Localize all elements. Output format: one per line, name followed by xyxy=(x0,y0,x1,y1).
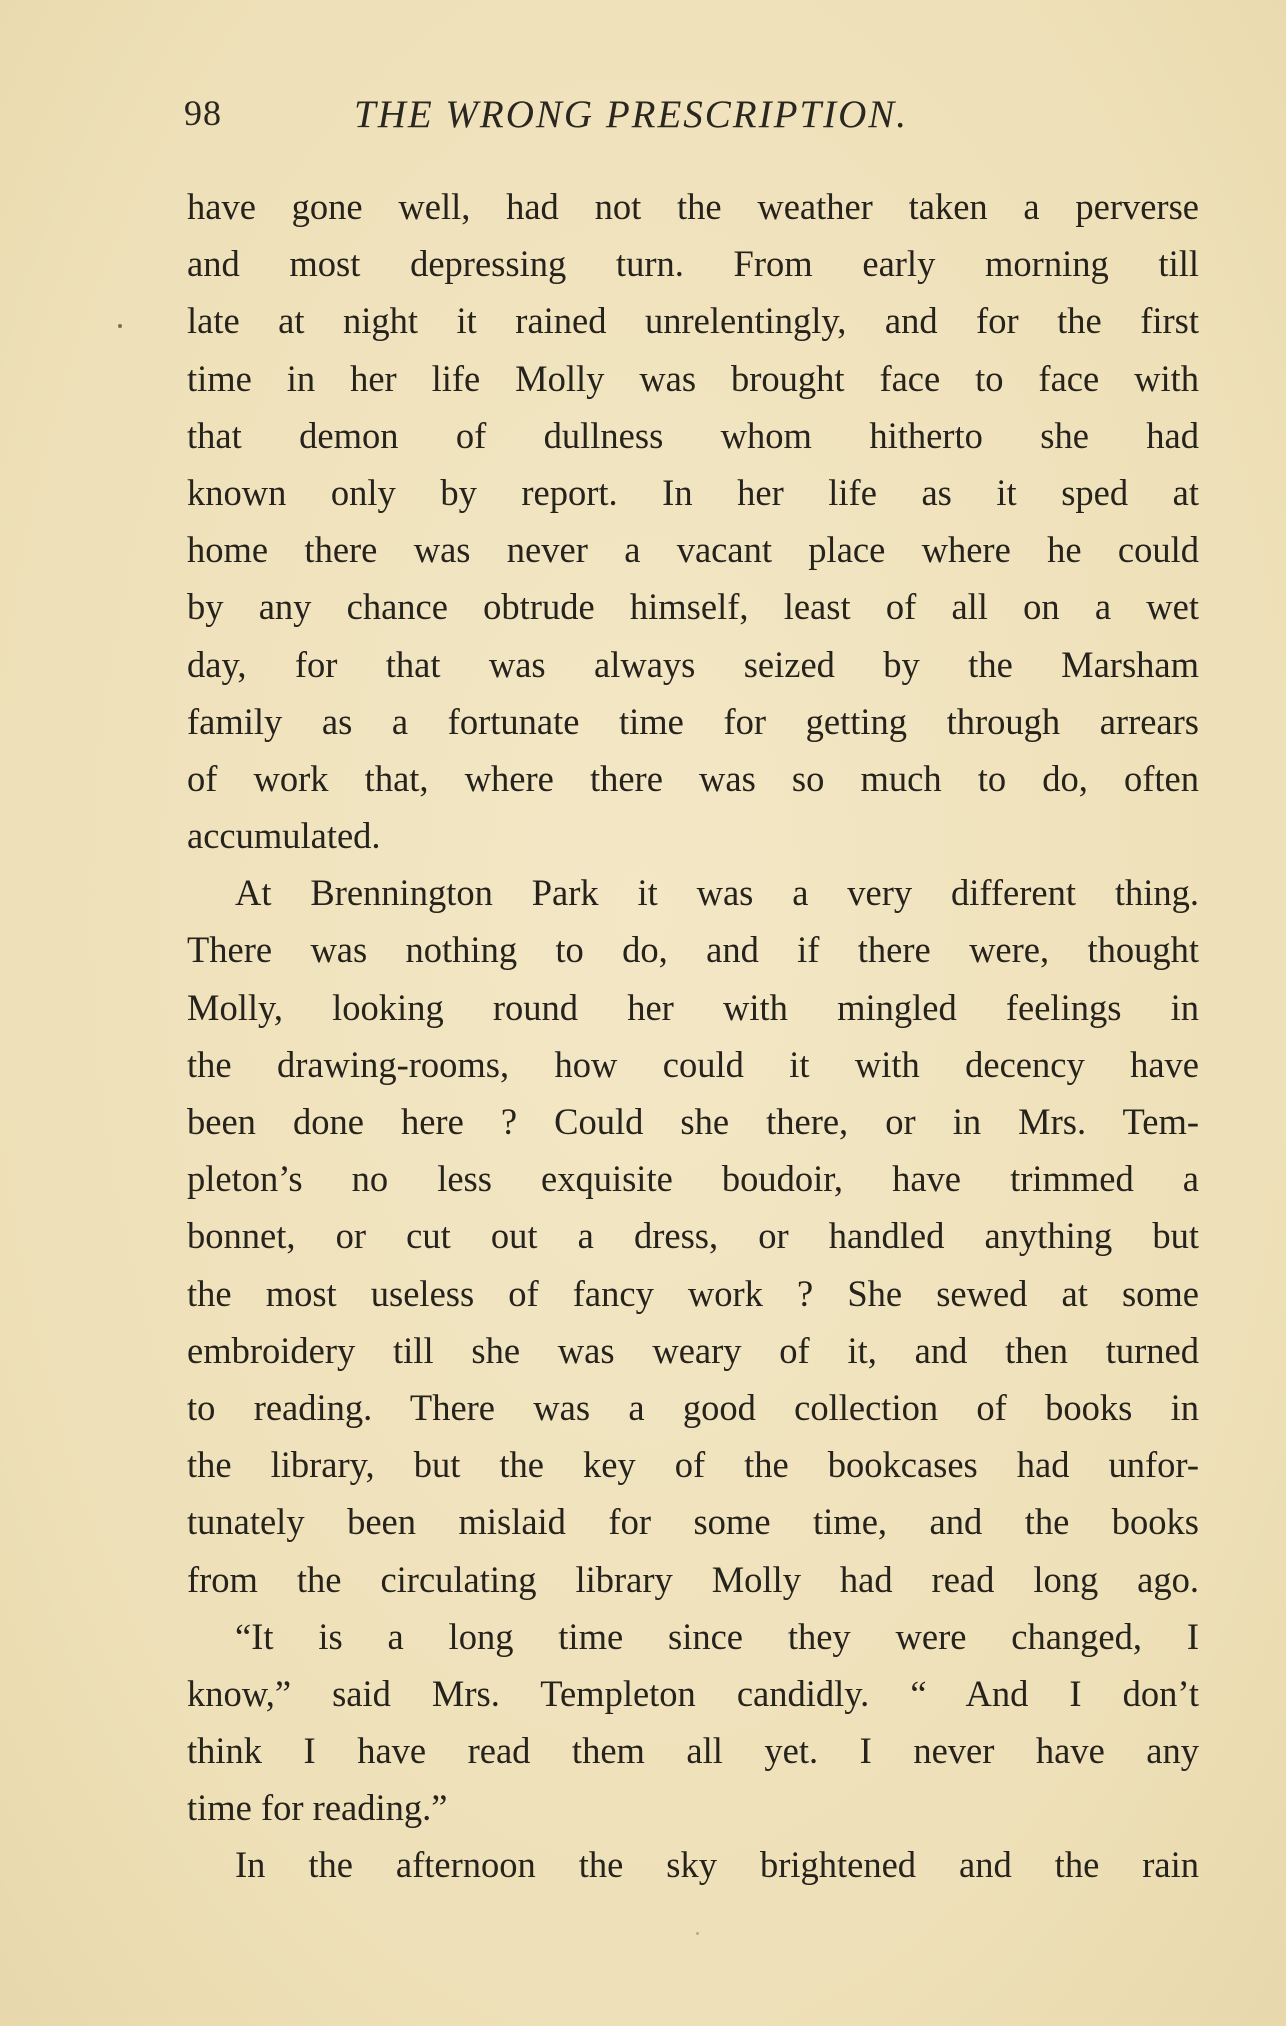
text-line: In the afternoon the sky brightened and the rain xyxy=(235,1844,1199,1886)
text-line: by any chance obtrude himself, least of all on a wet xyxy=(187,586,1199,628)
text-line: time in her life Molly was brought face to face with xyxy=(187,357,1199,399)
text-line: think I have read them all yet. I never have any xyxy=(187,1730,1199,1772)
text-line: bonnet, or cut out a dress, or handled anything but xyxy=(187,1215,1199,1257)
paper-speck xyxy=(696,1932,699,1935)
text-line: the most useless of fancy work ? She sewed at some xyxy=(187,1272,1199,1314)
running-title: THE WRONG PRESCRIPTION. xyxy=(354,93,909,136)
text-line: of work that, where there was so much to do, often xyxy=(187,757,1199,799)
text-line: At Brennington Park it was a very different thing. xyxy=(235,872,1199,914)
text-line: to reading. There was a good collection of books in xyxy=(187,1386,1199,1428)
text-line: time for reading.” xyxy=(187,1787,448,1829)
text-line: that demon of dullness whom hitherto she had xyxy=(187,414,1199,456)
text-line: day, for that was always seized by the Marsham xyxy=(187,643,1199,685)
text-line: tunately been mislaid for some time, and the books xyxy=(187,1501,1199,1543)
running-head xyxy=(184,92,1204,142)
text-line: been done here ? Could she there, or in Mrs. Tem- xyxy=(187,1101,1199,1142)
text-line: and most depressing turn. From early morning till xyxy=(187,243,1199,285)
text-line: the drawing-rooms, how could it with decency have xyxy=(187,1043,1199,1085)
text-line: family as a fortunate time for getting through arrears xyxy=(187,700,1199,742)
text-line: home there was never a vacant place where he could xyxy=(187,529,1199,571)
text-line: embroidery till she was weary of it, and then turned xyxy=(187,1329,1199,1371)
text-line: late at night it rained unrelentingly, and for the first xyxy=(187,300,1199,342)
text-line: the library, but the key of the bookcases had unfor- xyxy=(187,1444,1199,1486)
text-line: known only by report. In her life as it sped at xyxy=(187,471,1199,513)
body-text xyxy=(187,178,1199,1894)
text-line: know,” said Mrs. Templeton candidly. “ And I don’t xyxy=(187,1672,1199,1714)
margin-mark xyxy=(118,324,122,328)
text-line: have gone well, had not the weather taken a perverse xyxy=(187,186,1199,227)
text-line: pleton’s no less exquisite boudoir, have trimmed a xyxy=(187,1158,1199,1200)
text-line: Molly, looking round her with mingled feelings in xyxy=(187,986,1199,1028)
text-line: “It is a long time since they were changed, I xyxy=(235,1615,1199,1657)
text-line: There was nothing to do, and if there were, thought xyxy=(187,929,1199,971)
text-line: accumulated. xyxy=(187,815,381,857)
page-number: 98 xyxy=(184,93,222,133)
text-line: from the circulating library Molly had read long ago. xyxy=(187,1558,1199,1600)
